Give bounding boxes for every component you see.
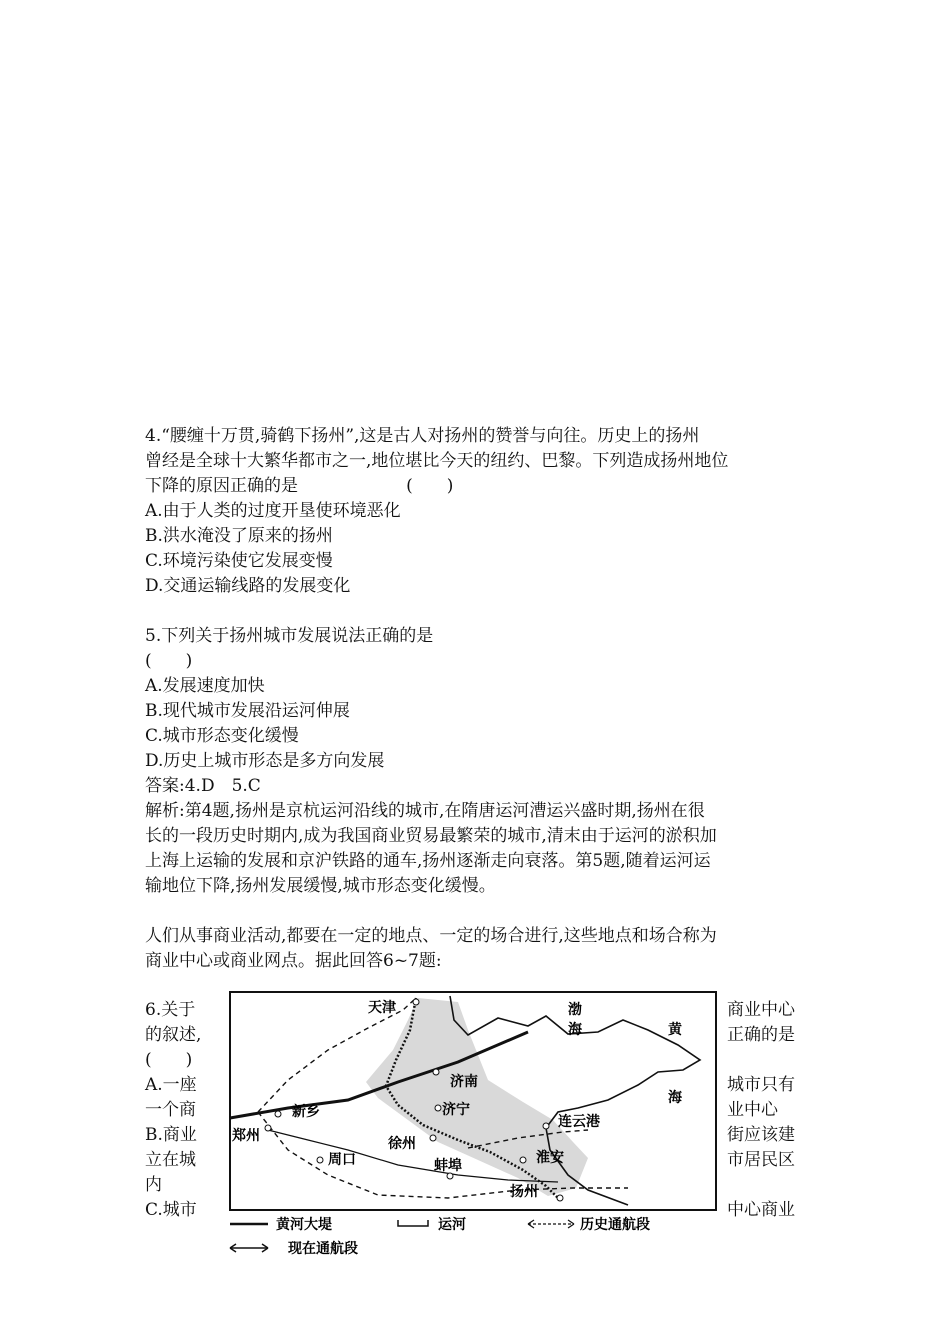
q4-stem-line1: 4.“腰缠十万贯,骑鹤下扬州”,这是古人对扬州的赞誉与向往。历史上的扬州: [145, 426, 700, 446]
q6-right-1: 商业中心: [727, 1000, 795, 1020]
city-jinan: [433, 1069, 439, 1075]
city-tianjin: [413, 999, 419, 1005]
city-huaian: [520, 1157, 526, 1163]
label-bohai-1: 渤: [568, 1002, 582, 1018]
q5-option-b: B.现代城市发展沿运河伸展: [145, 701, 350, 721]
q5-option-d: D.历史上城市形态是多方向发展: [145, 751, 385, 771]
q4-option-c: C.环境污染使它发展变慢: [145, 551, 333, 571]
q4-option-b: B.洪水淹没了原来的扬州: [145, 526, 333, 546]
legend-canal-label: 运河: [438, 1217, 466, 1233]
city-xinxiang: [275, 1111, 281, 1117]
analysis-line-1: 解析:第4题,扬州是京杭运河沿线的城市,在隋唐运河漕运兴盛时期,扬州在很: [145, 801, 705, 821]
city-zhoukou: [317, 1157, 323, 1163]
label-xinxiang: 新乡: [292, 1104, 320, 1120]
q6-right-4: 城市只有: [727, 1075, 795, 1095]
city-jining: [435, 1105, 441, 1111]
q5-bracket: ( ): [145, 651, 193, 671]
canal-map: [228, 990, 718, 1260]
label-bohai-2: 海: [568, 1022, 582, 1038]
city-xuzhou: [430, 1135, 436, 1141]
q5-option-c: C.城市形态变化缓慢: [145, 726, 299, 746]
q6-left-4: A.一座: [145, 1075, 197, 1095]
q6-left-8: 内: [145, 1175, 162, 1195]
city-yangzhou: [557, 1195, 563, 1201]
analysis-line-2: 长的一段历史时期内,成为我国商业贸易最繁荣的城市,清末由于运河的淤积加: [145, 826, 717, 846]
label-lianyungang: 连云港: [558, 1114, 600, 1130]
q4-option-a: A.由于人类的过度开垦使环境恶化: [145, 501, 401, 521]
q6-left-2: 的叙述,: [145, 1025, 202, 1045]
label-zhoukou: 周口: [328, 1152, 356, 1168]
intro-line-1: 人们从事商业活动,都要在一定的地点、一定的场合进行,这些地点和场合称为: [145, 926, 717, 946]
q6-right-9: 中心商业: [727, 1200, 795, 1220]
q6-left-3: ( ): [145, 1050, 193, 1070]
answer-line: 答案:4.D 5.C: [145, 776, 261, 796]
q6-left-7: 立在城: [145, 1150, 196, 1170]
q4-stem-line3: 下降的原因正确的是 ( ): [145, 476, 454, 496]
label-yangzhou: 扬州: [510, 1184, 538, 1200]
label-xuzhou: 徐州: [388, 1136, 416, 1152]
q6-right-5: 业中心: [727, 1100, 778, 1120]
q4-stem-line2: 曾经是全球十大繁华都市之一,地位堪比今天的纽约、巴黎。下列造成扬州地位: [145, 451, 729, 471]
city-zhengzhou: [265, 1125, 271, 1131]
q4-option-d: D.交通运输线路的发展变化: [145, 576, 351, 596]
city-lianyungang: [543, 1123, 549, 1129]
analysis-line-3: 上海上运输的发展和京沪铁路的通车,扬州逐渐走向衰落。第5题,随着运河运: [145, 851, 711, 871]
label-huanghai-2: 海: [668, 1090, 682, 1106]
q6-left-9: C.城市: [145, 1200, 197, 1220]
label-huaian: 淮安: [536, 1150, 564, 1166]
q6-right-6: 街应该建: [727, 1125, 795, 1145]
q6-right-7: 市居民区: [727, 1150, 795, 1170]
label-zhengzhou: 郑州: [232, 1128, 260, 1144]
legend-current-label: 现在通航段: [288, 1241, 358, 1257]
legend-history-label: 历史通航段: [580, 1217, 650, 1233]
label-tianjin: 天津: [368, 1000, 396, 1016]
q6-left-5: 一个商: [145, 1100, 196, 1120]
label-bengbu: 蚌埠: [434, 1158, 462, 1174]
label-jinan: 济南: [450, 1074, 478, 1090]
intro-line-2: 商业中心或商业网点。据此回答6~7题:: [145, 951, 442, 971]
q6-right-2: 正确的是: [727, 1025, 795, 1045]
label-jining: 济宁: [442, 1102, 470, 1118]
analysis-line-4: 输地位下降,扬州发展缓慢,城市形态变化缓慢。: [145, 876, 496, 896]
q6-left-6: B.商业: [145, 1125, 197, 1145]
label-huanghai-1: 黄: [668, 1022, 682, 1038]
q5-stem: 5.下列关于扬州城市发展说法正确的是: [145, 626, 434, 646]
q5-option-a: A.发展速度加快: [145, 676, 265, 696]
legend-canal-symbol: [398, 1220, 428, 1226]
q6-left-1: 6.关于: [145, 1000, 196, 1020]
legend-dike-label: 黄河大堤: [276, 1217, 332, 1233]
